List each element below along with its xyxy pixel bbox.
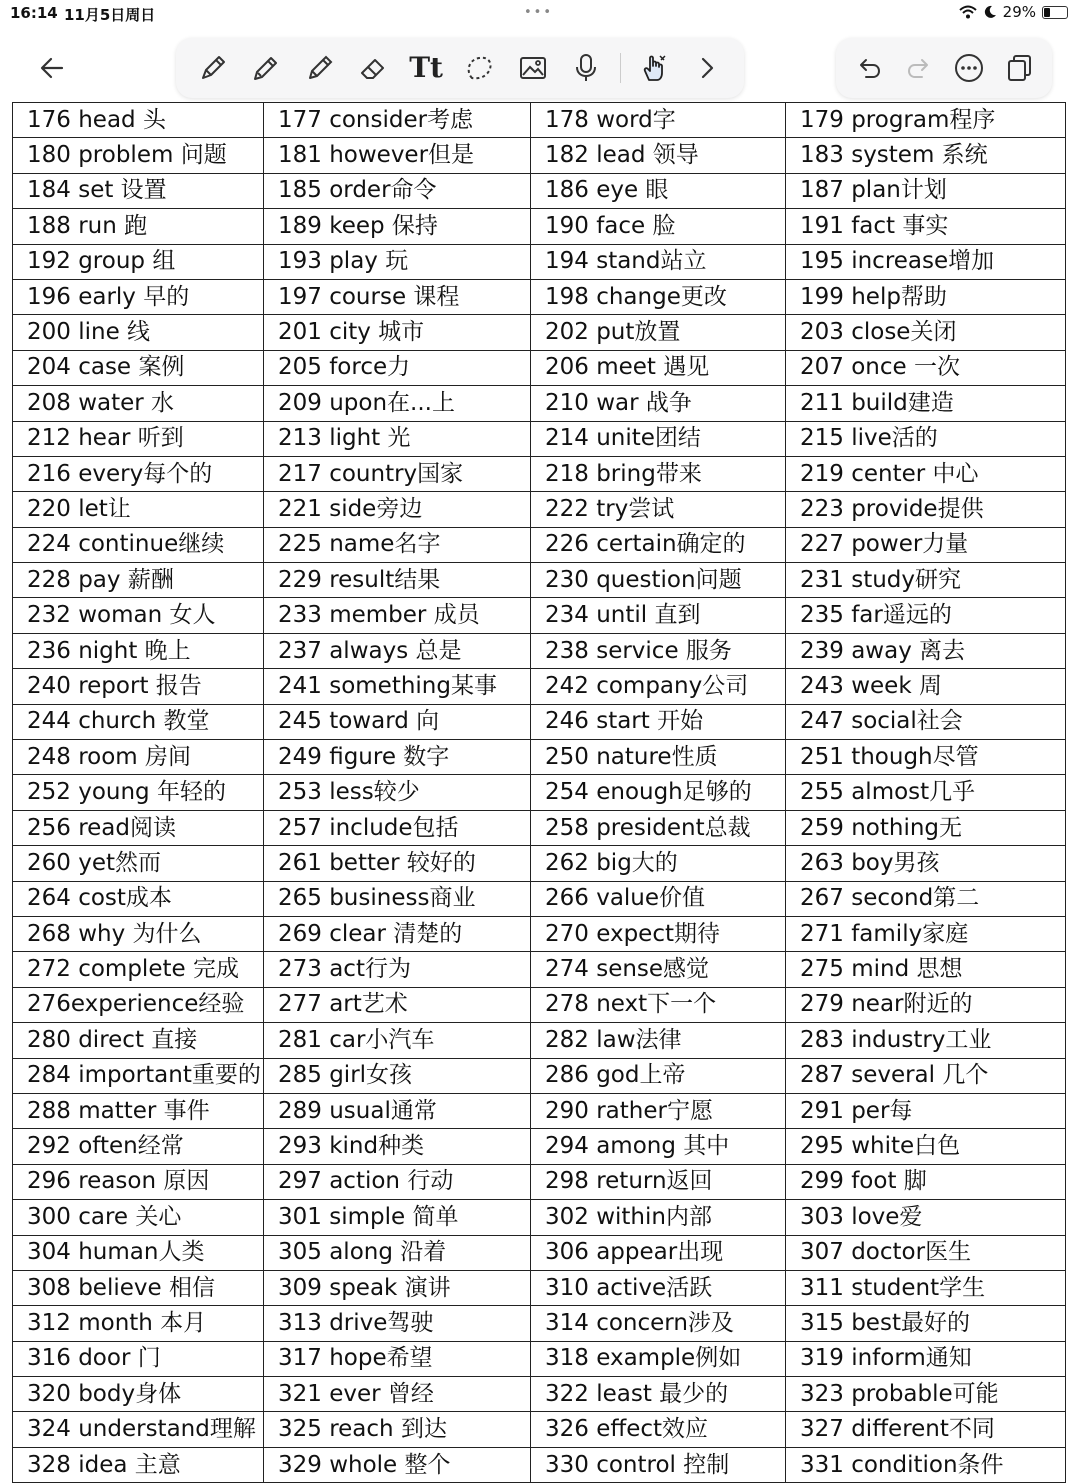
text-tool-icon: Tt (409, 51, 443, 84)
vocab-cell: 328 idea 主意 (13, 1447, 264, 1482)
vocab-cell: 213 light 光 (264, 421, 531, 456)
vocab-cell: 190 face 脸 (531, 209, 786, 244)
table-row (13, 1377, 1066, 1412)
vocab-cell: 303 love爱 (786, 1200, 1066, 1235)
document-actions-palette (836, 38, 1052, 98)
vocab-cell: 300 care 关心 (13, 1200, 264, 1235)
vocab-cell: 330 control 控制 (531, 1447, 786, 1482)
lasso-tool-button[interactable] (459, 48, 499, 88)
vocab-cell: 259 nothing无 (786, 810, 1066, 845)
battery-icon (1042, 6, 1068, 19)
vocab-cell: 235 far遥远的 (786, 598, 1066, 633)
vocab-cell: 216 every每个的 (13, 456, 264, 491)
table-row (13, 1270, 1066, 1305)
vocab-cell: 205 force力 (264, 350, 531, 385)
table-row (13, 1306, 1066, 1341)
vocab-cell: 299 foot 脚 (786, 1164, 1066, 1199)
table-row (13, 810, 1066, 845)
vocab-cell: 197 course 课程 (264, 279, 531, 314)
vocab-cell: 256 read阅读 (13, 810, 264, 845)
vocab-cell: 331 condition条件 (786, 1447, 1066, 1482)
undo-icon (853, 52, 885, 84)
vocab-cell: 195 increase增加 (786, 244, 1066, 279)
image-icon (517, 52, 549, 84)
vocab-cell: 228 pay 薪酬 (13, 563, 264, 598)
vocab-cell: 285 girl女孩 (264, 1058, 531, 1093)
vocab-cell: 293 kind种类 (264, 1129, 531, 1164)
vocab-cell: 240 report 报告 (13, 669, 264, 704)
table-row (13, 1023, 1066, 1058)
vocab-cell: 281 car小汽车 (264, 1023, 531, 1058)
vocab-cell: 248 room 房间 (13, 740, 264, 775)
vocab-cell: 313 drive驾驶 (264, 1306, 531, 1341)
vocab-cell: 177 consider考虑 (264, 103, 531, 138)
table-row (13, 103, 1066, 138)
vocab-cell: 263 boy男孩 (786, 846, 1066, 881)
table-row (13, 633, 1066, 668)
vocab-cell: 307 doctor医生 (786, 1235, 1066, 1270)
vocab-cell: 239 away 离去 (786, 633, 1066, 668)
toolbar-divider (620, 53, 621, 83)
vocab-cell: 297 action 行动 (264, 1164, 531, 1199)
vocab-cell: 324 understand理解 (13, 1412, 264, 1447)
vocab-cell: 180 problem 问题 (13, 138, 264, 173)
vocab-cell: 290 rather宁愿 (531, 1093, 786, 1128)
pen-icon (197, 52, 229, 84)
vocab-cell: 284 important重要的 (13, 1058, 264, 1093)
vocab-cell: 309 speak 演讲 (264, 1270, 531, 1305)
table-row (13, 704, 1066, 739)
vocab-cell: 255 almost几乎 (786, 775, 1066, 810)
vocab-cell: 245 toward 向 (264, 704, 531, 739)
table-row (13, 1412, 1066, 1447)
more-options-button[interactable] (949, 48, 989, 88)
vocab-cell: 320 body身体 (13, 1377, 264, 1412)
status-time: 16:14 (10, 4, 58, 22)
vocabulary-table-body (13, 103, 1066, 1483)
more-tools-button[interactable] (687, 48, 727, 88)
vocab-cell: 202 put放置 (531, 315, 786, 350)
vocab-cell: 194 stand站立 (531, 244, 786, 279)
vocab-cell: 181 however但是 (264, 138, 531, 173)
vocab-cell: 306 appear出现 (531, 1235, 786, 1270)
vocab-cell: 184 set 设置 (13, 173, 264, 208)
table-row (13, 952, 1066, 987)
pages-icon (1003, 52, 1035, 84)
pencil-icon (250, 52, 282, 84)
vocab-cell: 220 let让 (13, 492, 264, 527)
vocab-cell: 325 reach 到达 (264, 1412, 531, 1447)
vocab-cell: 182 lead 领导 (531, 138, 786, 173)
vocab-cell: 292 often经常 (13, 1129, 264, 1164)
lasso-icon (463, 52, 495, 84)
vocab-cell: 310 active活跃 (531, 1270, 786, 1305)
vocab-cell: 318 example例如 (531, 1341, 786, 1376)
vocab-cell: 186 eye 眼 (531, 173, 786, 208)
vocab-cell: 280 direct 直接 (13, 1023, 264, 1058)
status-indicators (959, 3, 1068, 21)
vocab-cell: 288 matter 事件 (13, 1093, 264, 1128)
vocab-cell: 252 young 年轻的 (13, 775, 264, 810)
table-row (13, 1447, 1066, 1482)
vocab-cell: 227 power力量 (786, 527, 1066, 562)
table-row (13, 669, 1066, 704)
touch-mode-button[interactable] (634, 48, 674, 88)
vocab-cell: 257 include包括 (264, 810, 531, 845)
vocab-cell: 185 order命令 (264, 173, 531, 208)
vocab-cell: 243 week 周 (786, 669, 1066, 704)
table-row (13, 1200, 1066, 1235)
vocab-cell: 262 big大的 (531, 846, 786, 881)
vocab-cell: 234 until 直到 (531, 598, 786, 633)
vocab-cell: 193 play 玩 (264, 244, 531, 279)
battery-percent: 29% (1002, 3, 1036, 21)
vocab-cell: 232 woman 女人 (13, 598, 264, 633)
more-icon (953, 52, 985, 84)
vocab-cell: 274 sense感觉 (531, 952, 786, 987)
pages-button[interactable] (999, 48, 1039, 88)
vocab-cell: 208 water 水 (13, 386, 264, 421)
back-arrow-icon (38, 54, 66, 82)
vocab-cell: 196 early 早的 (13, 279, 264, 314)
vocab-cell: 272 complete 完成 (13, 952, 264, 987)
vocab-cell: 237 always 总是 (264, 633, 531, 668)
vocab-cell: 206 meet 遇见 (531, 350, 786, 385)
vocab-cell: 270 expect期待 (531, 916, 786, 951)
drawing-tools-palette (176, 38, 744, 98)
table-row (13, 315, 1066, 350)
vocab-cell: 204 case 案例 (13, 350, 264, 385)
undo-button[interactable] (849, 48, 889, 88)
vocab-cell: 298 return返回 (531, 1164, 786, 1199)
vocab-cell: 289 usual通常 (264, 1093, 531, 1128)
vocab-cell: 302 within内部 (531, 1200, 786, 1235)
vocab-cell: 308 believe 相信 (13, 1270, 264, 1305)
vocab-cell: 321 ever 曾经 (264, 1377, 531, 1412)
vocab-cell: 268 why 为什么 (13, 916, 264, 951)
vocab-cell: 222 try尝试 (531, 492, 786, 527)
vocab-cell: 279 near附近的 (786, 987, 1066, 1022)
vocab-cell: 238 service 服务 (531, 633, 786, 668)
wifi-icon (959, 5, 977, 19)
vocab-cell: 291 per每 (786, 1093, 1066, 1128)
table-row (13, 881, 1066, 916)
vocab-cell: 319 inform通知 (786, 1341, 1066, 1376)
vocab-cell: 269 clear 清楚的 (264, 916, 531, 951)
vocab-cell: 224 continue继续 (13, 527, 264, 562)
table-row (13, 421, 1066, 456)
vocab-cell: 296 reason 原因 (13, 1164, 264, 1199)
vocab-cell: 201 city 城市 (264, 315, 531, 350)
vocab-cell: 251 though尽管 (786, 740, 1066, 775)
vocab-cell: 188 run 跑 (13, 209, 264, 244)
table-row (13, 1093, 1066, 1128)
table-row (13, 1129, 1066, 1164)
table-row (13, 846, 1066, 881)
table-row (13, 492, 1066, 527)
pencil-tool-button[interactable] (246, 48, 286, 88)
vocab-cell: 223 provide提供 (786, 492, 1066, 527)
vocab-cell: 247 social社会 (786, 704, 1066, 739)
vocab-cell: 189 keep 保持 (264, 209, 531, 244)
vocab-cell: 258 president总裁 (531, 810, 786, 845)
vocab-cell: 295 white白色 (786, 1129, 1066, 1164)
vocab-cell: 236 night 晚上 (13, 633, 264, 668)
vocab-cell: 305 along 沿着 (264, 1235, 531, 1270)
vocab-cell: 241 something某事 (264, 669, 531, 704)
vocab-cell: 212 hear 听到 (13, 421, 264, 456)
vocab-cell: 191 fact 事实 (786, 209, 1066, 244)
vocab-cell: 322 least 最少的 (531, 1377, 786, 1412)
vocab-cell: 207 once 一次 (786, 350, 1066, 385)
table-row (13, 173, 1066, 208)
vocab-cell: 323 probable可能 (786, 1377, 1066, 1412)
vocab-cell: 260 yet然而 (13, 846, 264, 881)
image-tool-button[interactable] (513, 48, 553, 88)
vocab-cell: 312 month 本月 (13, 1306, 264, 1341)
table-row (13, 1235, 1066, 1270)
vocab-cell: 231 study研究 (786, 563, 1066, 598)
vocab-cell: 261 better 较好的 (264, 846, 531, 881)
vocab-cell: 275 mind 思想 (786, 952, 1066, 987)
vocab-cell: 215 live活的 (786, 421, 1066, 456)
table-row (13, 350, 1066, 385)
vocab-cell: 219 center 中心 (786, 456, 1066, 491)
vocab-cell: 210 war 战争 (531, 386, 786, 421)
back-button[interactable] (24, 44, 80, 92)
table-row (13, 987, 1066, 1022)
vocabulary-table (12, 102, 1066, 1483)
vocab-cell: 267 second第二 (786, 881, 1066, 916)
vocab-cell: 209 upon在...上 (264, 386, 531, 421)
vocab-cell: 225 name名字 (264, 527, 531, 562)
vocab-cell: 187 plan计划 (786, 173, 1066, 208)
table-row (13, 244, 1066, 279)
vocab-cell: 233 member 成员 (264, 598, 531, 633)
vocab-cell: 253 less较少 (264, 775, 531, 810)
pen-tool-button[interactable] (193, 48, 233, 88)
vocab-cell: 218 bring带来 (531, 456, 786, 491)
vocab-cell: 278 next下一个 (531, 987, 786, 1022)
vocab-cell: 221 side旁边 (264, 492, 531, 527)
text-tool-button[interactable] (406, 48, 446, 88)
vocab-cell: 326 effect效应 (531, 1412, 786, 1447)
table-row (13, 209, 1066, 244)
status-bar (0, 0, 1080, 28)
vocab-cell: 317 hope希望 (264, 1341, 531, 1376)
highlighter-icon (303, 52, 335, 84)
vocab-cell: 179 program程序 (786, 103, 1066, 138)
microphone-icon (570, 52, 602, 84)
table-row (13, 598, 1066, 633)
redo-icon (903, 52, 935, 84)
vocab-cell: 226 certain确定的 (531, 527, 786, 562)
eraser-tool-button[interactable] (353, 48, 393, 88)
vocab-cell: 315 best最好的 (786, 1306, 1066, 1341)
vocab-cell: 265 business商业 (264, 881, 531, 916)
vocab-cell: 286 god上帝 (531, 1058, 786, 1093)
vocab-cell: 282 law法律 (531, 1023, 786, 1058)
table-row (13, 138, 1066, 173)
vocab-cell: 311 student学生 (786, 1270, 1066, 1305)
vocab-cell: 183 system 系统 (786, 138, 1066, 173)
vocab-cell: 199 help帮助 (786, 279, 1066, 314)
vocab-cell: 287 several 几个 (786, 1058, 1066, 1093)
chevron-right-icon (691, 52, 723, 84)
table-row (13, 527, 1066, 562)
vocab-cell: 176 head 头 (13, 103, 264, 138)
vocab-cell: 242 company公司 (531, 669, 786, 704)
vocab-cell: 192 group 组 (13, 244, 264, 279)
battery-level (1044, 8, 1050, 17)
table-row (13, 279, 1066, 314)
vocab-cell: 244 church 教堂 (13, 704, 264, 739)
table-row (13, 740, 1066, 775)
redo-button[interactable] (899, 48, 939, 88)
vocab-cell: 211 build建造 (786, 386, 1066, 421)
vocab-cell: 271 family家庭 (786, 916, 1066, 951)
vocab-cell: 266 value价值 (531, 881, 786, 916)
table-row (13, 1058, 1066, 1093)
eraser-icon (357, 52, 389, 84)
vocab-cell: 329 whole 整个 (264, 1447, 531, 1482)
note-toolbar (0, 30, 1080, 100)
vocab-cell: 249 figure 数字 (264, 740, 531, 775)
vocab-cell: 246 start 开始 (531, 704, 786, 739)
microphone-tool-button[interactable] (566, 48, 606, 88)
table-row (13, 1341, 1066, 1376)
status-date: 11月5日周日 (64, 6, 156, 24)
vocab-cell: 283 industry工业 (786, 1023, 1066, 1058)
vocab-cell: 314 concern涉及 (531, 1306, 786, 1341)
vocab-cell: 316 door 门 (13, 1341, 264, 1376)
vocab-cell: 327 different不同 (786, 1412, 1066, 1447)
vocab-cell: 214 unite团结 (531, 421, 786, 456)
vocab-cell: 203 close关闭 (786, 315, 1066, 350)
table-row (13, 456, 1066, 491)
vocab-cell: 178 word字 (531, 103, 786, 138)
multitasking-dots[interactable]: ••• (524, 5, 554, 20)
vocab-cell: 229 result结果 (264, 563, 531, 598)
vocab-cell: 276experience经验 (13, 987, 264, 1022)
table-row (13, 1164, 1066, 1199)
vocab-cell: 250 nature性质 (531, 740, 786, 775)
table-row (13, 563, 1066, 598)
vocab-cell: 254 enough足够的 (531, 775, 786, 810)
touch-hand-icon (638, 52, 670, 84)
vocab-cell: 277 art艺术 (264, 987, 531, 1022)
vocab-cell: 301 simple 简单 (264, 1200, 531, 1235)
highlighter-tool-button[interactable] (299, 48, 339, 88)
table-row (13, 916, 1066, 951)
vocab-cell: 200 line 线 (13, 315, 264, 350)
vocab-cell: 230 question问题 (531, 563, 786, 598)
moon-icon (983, 5, 997, 19)
vocab-cell: 304 human人类 (13, 1235, 264, 1270)
vocab-cell: 264 cost成本 (13, 881, 264, 916)
vocab-cell: 198 change更改 (531, 279, 786, 314)
vocab-cell: 273 act行为 (264, 952, 531, 987)
vocab-cell: 294 among 其中 (531, 1129, 786, 1164)
vocab-cell: 217 country国家 (264, 456, 531, 491)
table-row (13, 775, 1066, 810)
table-row (13, 386, 1066, 421)
